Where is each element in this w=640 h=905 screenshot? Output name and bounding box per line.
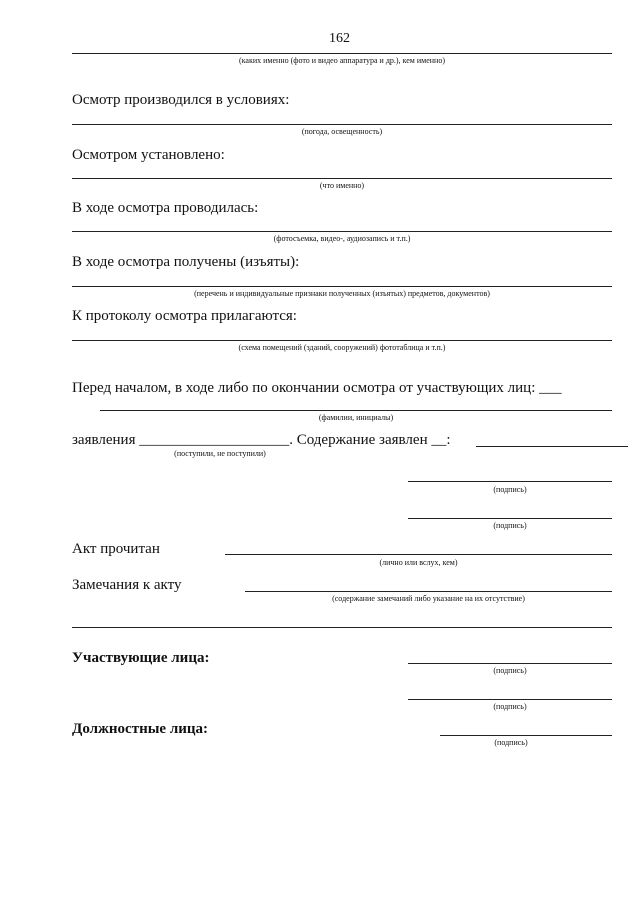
signature-line-2[interactable] bbox=[408, 518, 612, 519]
statements-intro-label: Перед началом, в ходе либо по окончании осмотра от участвующих лиц: ___ bbox=[72, 380, 562, 396]
officials-label: Должностные лица: bbox=[72, 721, 209, 737]
conducted-label: В ходе осмотра проводилась: bbox=[72, 200, 259, 216]
received-caption: (поступили, не поступили) bbox=[174, 449, 266, 458]
read-caption: (лично или вслух, кем) bbox=[379, 558, 458, 567]
names-caption: (фамилии, инициалы) bbox=[318, 413, 394, 422]
attached-caption: (схема помещений (зданий, сооружений) фототаблица и т.п.) bbox=[238, 343, 446, 352]
names-field-line[interactable] bbox=[100, 410, 612, 411]
participants-signature-caption-1: (подпись) bbox=[493, 666, 527, 675]
officials-signature-line[interactable] bbox=[440, 735, 612, 736]
page-number: 162 bbox=[329, 31, 350, 46]
signature-caption-2: (подпись) bbox=[493, 521, 527, 530]
officials-signature-caption: (подпись) bbox=[494, 738, 528, 747]
read-field-line[interactable] bbox=[225, 554, 612, 555]
established-field-line[interactable] bbox=[72, 178, 612, 179]
conditions-label: Осмотр производился в условиях: bbox=[72, 92, 290, 108]
conducted-field-line[interactable] bbox=[72, 231, 612, 232]
conducted-caption: (фотосъемка, видео-, аудиозапись и т.п.) bbox=[273, 234, 411, 243]
established-label: Осмотром установлено: bbox=[72, 147, 225, 163]
statements-content-line[interactable] bbox=[476, 446, 628, 447]
attached-field-line[interactable] bbox=[72, 340, 612, 341]
established-caption: (что именно) bbox=[319, 181, 365, 190]
remarks-continuation-line[interactable] bbox=[72, 627, 612, 628]
signature-line-1[interactable] bbox=[408, 481, 612, 482]
signature-caption-1: (подпись) bbox=[493, 485, 527, 494]
participants-label: Участвующие лица: bbox=[72, 650, 210, 666]
seized-label: В ходе осмотра получены (изъяты): bbox=[72, 254, 300, 270]
remarks-label: Замечания к акту bbox=[72, 577, 182, 593]
remarks-field-line[interactable] bbox=[245, 591, 612, 592]
conditions-caption: (погода, освещенность) bbox=[301, 127, 383, 136]
read-label: Акт прочитан bbox=[72, 541, 160, 557]
statements-label: заявления ____________________. Содержание заявлен __: bbox=[72, 432, 451, 448]
attached-label: К протоколу осмотра прилагаются: bbox=[72, 308, 297, 324]
remarks-caption: (содержание замечаний либо указание на их отсутствие) bbox=[332, 594, 525, 603]
top-field-line[interactable] bbox=[72, 53, 612, 54]
participants-signature-line-1[interactable] bbox=[408, 663, 612, 664]
top-field-caption: (каких именно (фото и видео аппаратура и др.), кем именно) bbox=[239, 56, 445, 65]
participants-signature-line-2[interactable] bbox=[408, 699, 612, 700]
conditions-field-line[interactable] bbox=[72, 124, 612, 125]
seized-caption: (перечень и индивидуальные признаки полученных (изъятых) предметов, документов) bbox=[194, 289, 490, 298]
participants-signature-caption-2: (подпись) bbox=[493, 702, 527, 711]
seized-field-line[interactable] bbox=[72, 286, 612, 287]
